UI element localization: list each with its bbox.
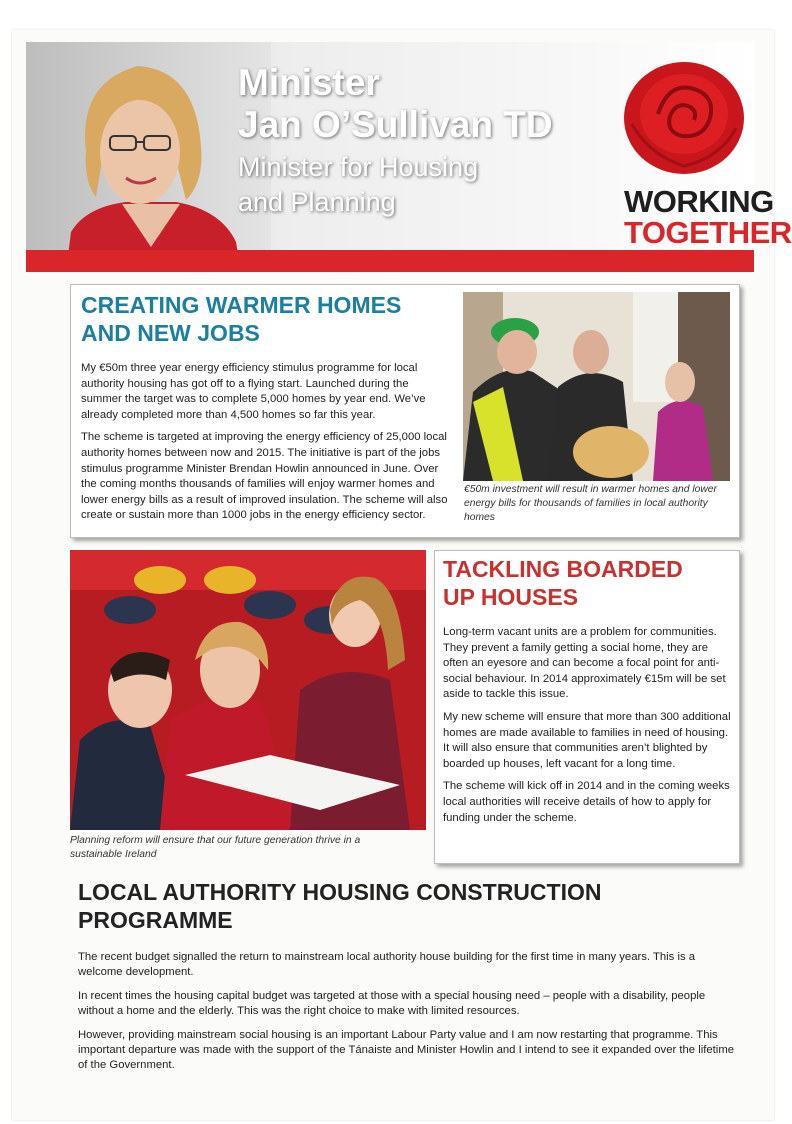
boarded-up-paragraph: My new scheme will ensure that more than 300 additional homes are made available to families in need of housing. It will also ensure that communities aren’t blighted by boarded up houses, left vacant for a long time. <box>443 710 731 770</box>
construction-heading-line1: LOCAL AUTHORITY HOUSING CONSTRUCTION <box>78 879 602 905</box>
children-reading-photo <box>70 550 426 830</box>
minister-title: Minister <box>238 62 380 103</box>
construction-heading-line2: PROGRAMME <box>78 907 233 933</box>
warmer-homes-heading-line1: CREATING WARMER HOMES <box>81 292 402 318</box>
construction-paragraph: The recent budget signalled the return to mainstream local authority house building for the first time in many years. This is a welcome development. <box>78 951 696 979</box>
warmer-homes-paragraph: The scheme is targeted at improving the energy efficiency of 25,000 local authority homes between now and 2015. The initiative is part of the jobs stimulus programme Minister Brendan Howlin announced in June. Over the coming months thousands of families will enjoy warmer homes and lower energy bills as a result of improved insulation. The scheme will also create or sustain more than 1000 jobs in the energy efficiency sector. <box>81 431 448 522</box>
boarded-up-text <box>443 555 733 833</box>
warmer-homes-heading-line2: AND NEW JOBS <box>81 320 260 346</box>
banner-red-stripe <box>26 250 754 272</box>
boarded-up-heading-line2: UP HOUSES <box>443 584 579 610</box>
slogan-line2: TOGETHER <box>624 215 792 250</box>
boarded-up-paragraph: Long-term vacant units are a problem for communities. They prevent a family getting a social home, they are often an eyesore and can become a focal point for anti-social behaviour. In 2014 approximately €15m will be set aside to tackle this issue. <box>443 626 726 701</box>
construction-paragraph: In recent times the housing capital budget was targeted at those with a special housing need – people with a disability, people without a home and the elderly. This was the right choice to make with limited resources. <box>78 989 706 1018</box>
boarded-up-paragraph: The scheme will kick off in 2014 and in the coming weeks local authorities will receive details of how to apply for funding under the scheme. <box>443 780 730 824</box>
boarded-up-heading <box>443 555 733 611</box>
insulation-photo-caption: €50m investment will result in warmer homes and lower energy bills for thousands of families in local authority homes <box>464 484 717 523</box>
warmer-homes-paragraph: My €50m three year energy efficiency stimulus programme for local authority housing has got off to a flying start. Launched during the summer the target was to complete 5,000 homes by year end. We’ve already completed more than 4,500 homes so far this year. <box>81 362 426 421</box>
minister-heading <box>238 62 598 220</box>
minister-role-line1: Minister for Housing <box>238 152 479 182</box>
working-together-logo <box>624 184 792 250</box>
warmer-homes-heading <box>81 291 449 347</box>
minister-name: Jan O’Sullivan TD <box>238 104 553 145</box>
slogan-line1: WORKING <box>624 184 774 219</box>
boarded-up-box <box>434 550 740 864</box>
leaflet-page <box>12 30 792 1120</box>
minister-role-line2: and Planning <box>238 187 396 217</box>
construction-heading <box>78 878 738 934</box>
construction-paragraph: However, providing mainstream social housing is an important Labour Party value and I am now restarting that programme. This important departure was made with the support of the Tánaiste and Minister Howlin and I intend to see it expanded over the lifetime of the Government. <box>78 1028 735 1072</box>
insulation-photo <box>463 292 730 481</box>
children-photo-caption: Planning reform will ensure that our future generation thrive in a sustainable Ireland <box>70 835 361 860</box>
header-banner <box>26 42 792 272</box>
warmer-homes-text <box>81 291 449 531</box>
rose-logo-icon <box>618 54 748 178</box>
construction-section <box>78 878 738 1082</box>
minister-portrait <box>26 42 271 272</box>
boarded-up-heading-line1: TACKLING BOARDED <box>443 556 683 582</box>
warmer-homes-box <box>70 284 740 538</box>
